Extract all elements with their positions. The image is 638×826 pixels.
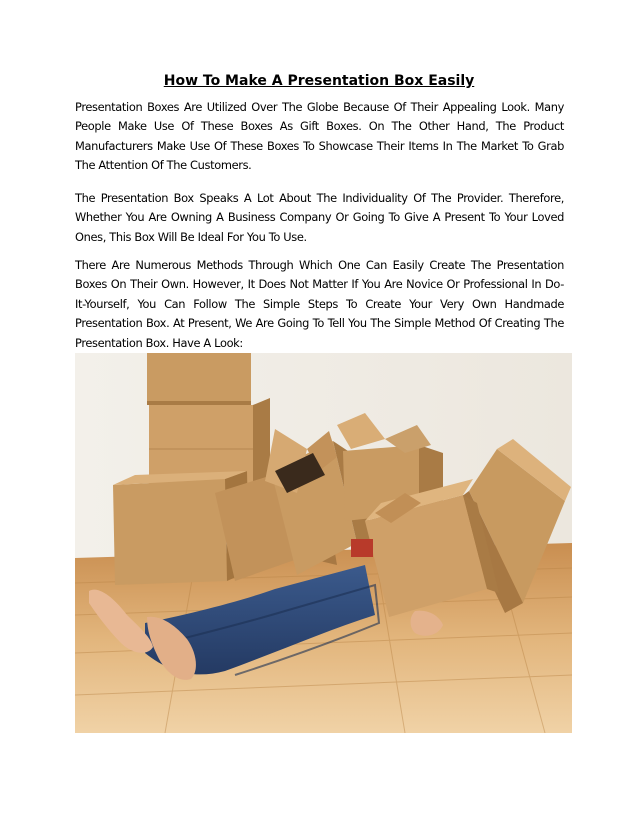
paragraph-individuality: The Presentation Box Speaks A Lot About The Individuality Of The Provider. Therefore, Whether You Are Owning A Business Company Or Going To Give A Present To Your Loved Ones, This Box Will Be Ideal For You To Use. [75, 191, 564, 244]
boxes-photo [75, 353, 572, 733]
paragraph-intro: Presentation Boxes Are Utilized Over The Globe Because Of Their Appealing Look. Many People Make Use Of These Boxes As Gift Boxes. On The Other Hand, The Product Manufacturers Make Use Of These Boxes To Showcase Their Items In The Market To Grab The Attention Of The Customers. [75, 100, 564, 173]
boxes-illustration [75, 353, 572, 733]
paragraph-methods: There Are Numerous Methods Through Which One Can Easily Create The Presentation Boxes On Their Own. However, It Does Not Matter If You Are Novice Or Professional In Do-It-Yourself, You Can Follow The Simple Steps To Create Your Very Own Handmade Presentation Box. At Present, We Are Going To Tell You The Simple Method Of Creating The Presentation Box. Have A Look: [75, 258, 564, 350]
page-title: How To Make A Presentation Box Easily [163, 73, 475, 89]
